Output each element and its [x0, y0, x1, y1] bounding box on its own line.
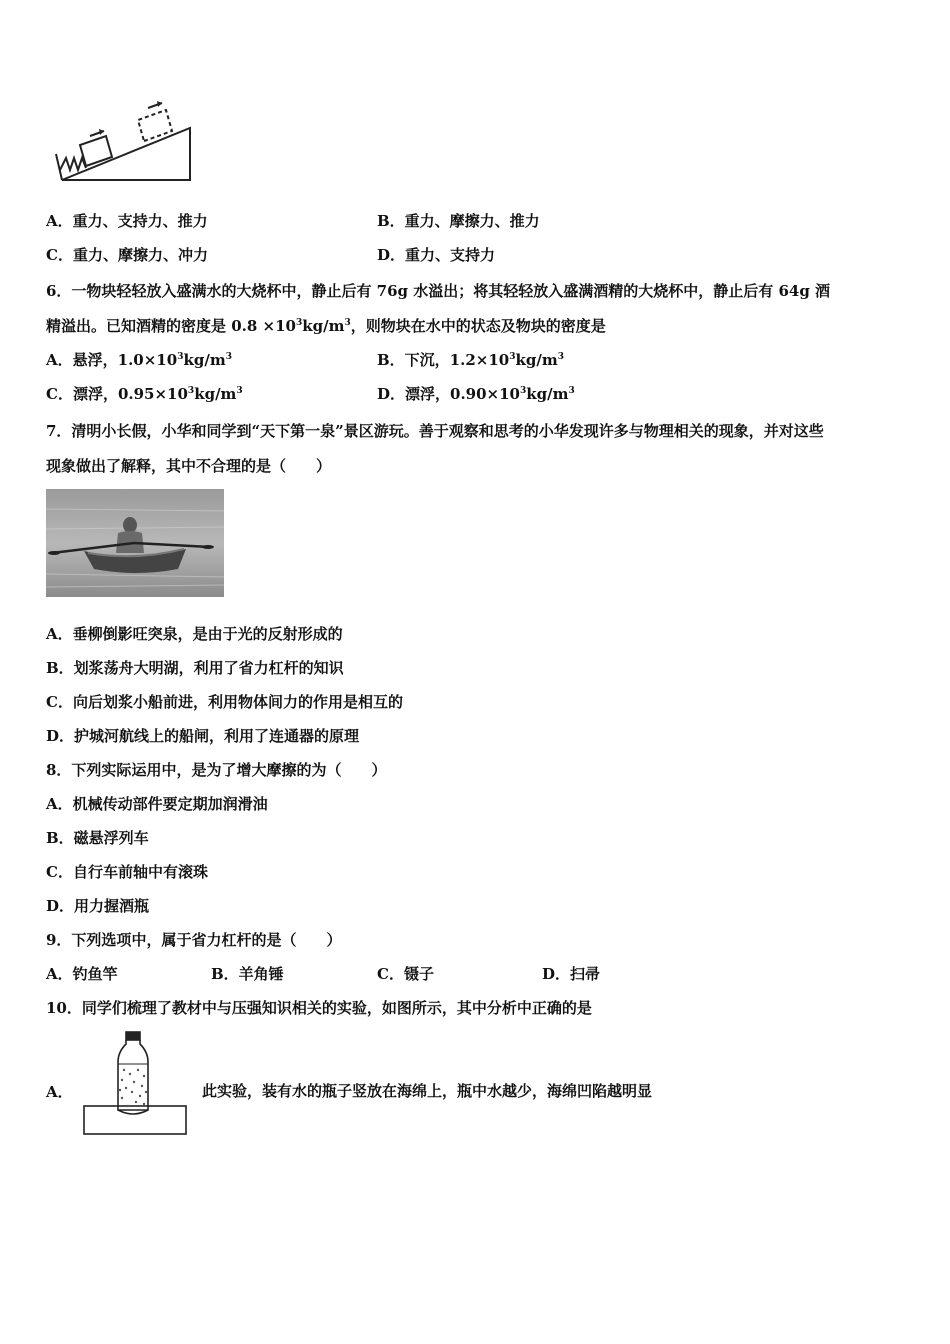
q7-option-d[interactable]: D．护城河航线上的船闸，利用了连通器的原理 — [46, 727, 360, 745]
q8-option-a[interactable]: A．机械传动部件要定期加润滑油 — [46, 795, 268, 813]
q9-stem: 9．下列选项中，属于省力杠杆的是（ ） — [46, 931, 342, 949]
q5-option-a[interactable]: A．重力、支持力、推力 — [46, 212, 208, 230]
q8-stem: 8．下列实际运用中，是为了增大摩擦的为（ ） — [46, 761, 387, 779]
q9-option-c[interactable]: C．镊子 — [377, 965, 434, 983]
q6-option-d[interactable]: D．漂浮，$0.90\times 10^3kg/m^3$ — [377, 385, 575, 403]
q6-option-a[interactable]: A．悬浮，$1.0\times 10^3kg/m^3$ — [46, 351, 232, 369]
q6-option-c[interactable]: C．漂浮，$0.95\times 10^3kg/m^3$ — [46, 385, 243, 403]
q10-option-a-label[interactable]: A． — [46, 1083, 73, 1101]
q9-option-b[interactable]: B．羊角锤 — [211, 965, 284, 983]
q10-stem: 10．同学们梳理了教材中与压强知识相关的实验，如图所示，其中分析中正确的是 — [46, 999, 592, 1017]
incline-spring-figure — [48, 96, 196, 186]
q7-stem-line1: 7．清明小长假，小华和同学到“天下第一泉”景区游玩。善于观察和思考的小华发现许多与物理相关的现象，并对这些 — [46, 422, 824, 440]
q7-option-b[interactable]: B．划浆荡舟大明湖，利用了省力杠杆的知识 — [46, 659, 344, 677]
q10-option-a-text: 此实验，装有水的瓶子竖放在海绵上，瓶中水越少，海绵凹陷越明显 — [202, 1082, 653, 1100]
q9-option-a[interactable]: A．钓鱼竿 — [46, 965, 118, 983]
q8-option-d[interactable]: D．用力握酒瓶 — [46, 897, 150, 915]
q5-option-d[interactable]: D．重力、支持力 — [377, 246, 496, 264]
q7-stem-line2: 现象做出了解释，其中不合理的是（ ） — [46, 457, 332, 475]
q8-option-b[interactable]: B．磁悬浮列车 — [46, 829, 149, 847]
q5-option-c[interactable]: C．重力、摩擦力、冲力 — [46, 246, 208, 264]
q9-option-d[interactable]: D．扫帚 — [542, 965, 601, 983]
q6-stem-line1: 6．一物块轻轻放入盛满水的大烧杯中，静止后有 76g 水溢出；将其轻轻放入盛满酒精的大烧杯中，静止后有 64g 酒 — [46, 282, 831, 300]
bottle-on-sponge-figure — [82, 1030, 188, 1138]
q5-option-b[interactable]: B．重力、摩擦力、推力 — [377, 212, 540, 230]
q7-option-c[interactable]: C．向后划浆小船前进，利用物体间力的作用是相互的 — [46, 693, 403, 711]
q8-option-c[interactable]: C．自行车前轴中有滚珠 — [46, 863, 208, 881]
q7-option-a[interactable]: A．垂柳倒影㕵突泉，是由于光的反射形成的 — [46, 625, 343, 643]
q6-stem-line2: 精溢出。已知酒精的密度是 $0.8 \times 10^3kg/m^3$，则物块在水中的状态及物块的密度是 — [46, 317, 606, 335]
rowing-boat-photo — [46, 489, 224, 597]
q6-option-b[interactable]: B．下沉，$1.2\times 10^3kg/m^3$ — [377, 351, 564, 369]
